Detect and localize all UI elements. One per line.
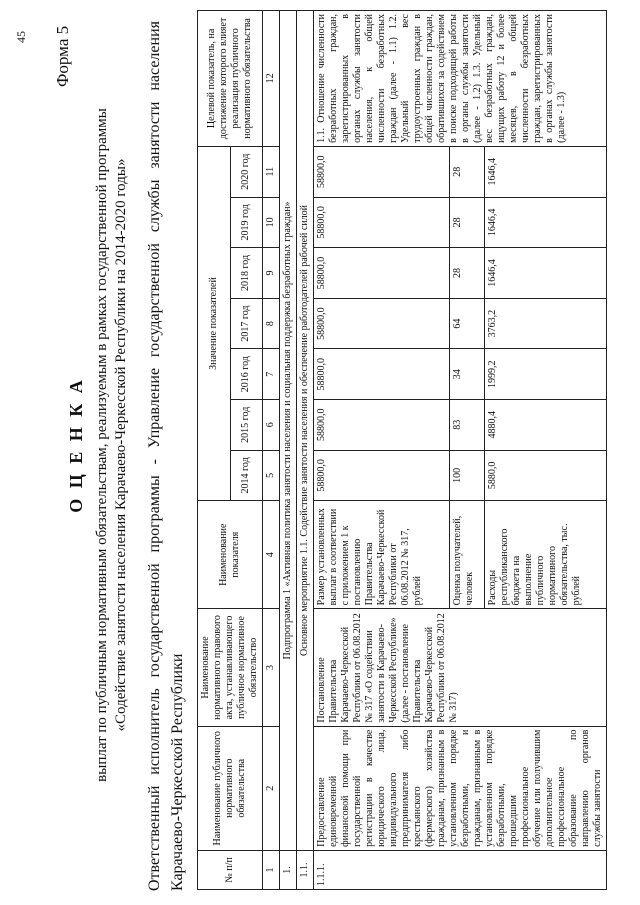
subprogram-num: 1.	[280, 850, 297, 889]
header-year-2020: 2020 год	[230, 146, 263, 197]
header-legal-act: Наименование нормативного правового акта, устанавливающего публичное нормативное обязательство	[198, 609, 263, 726]
indicator-name: Оценка получателей, человек	[450, 501, 485, 609]
activity-row	[297, 11, 314, 890]
value-cell: 28	[450, 248, 485, 299]
responsible-executor: Ответственный исполнитель государственной программы - Управление государственной службы занятости населения Карачаево-Черкесской Республики	[146, 21, 187, 891]
value-cell: 64	[450, 298, 485, 349]
subtitle-line-2: «Содействие занятости населения Карачаево-Черкесской Республики на 2014-2020 годы»	[112, 158, 129, 732]
col-number: 6	[263, 399, 280, 450]
value-cell: 58800,0	[314, 298, 450, 349]
obligation-name: Предоставление единовременной финансовой помощи при государственной регистрации в качестве юридического лица, индивидуального предпринимателя либо крестьянского (фермерского) хозяйства гражданам, признанным в установленном порядке безработными, и гражданам, признанным в установленном порядке безработными, прошедшим профессиональное обучение или получившим дополнительное профессиональное образование по направлению органов службы занятости	[314, 726, 607, 850]
col-number: 8	[263, 298, 280, 349]
value-cell: 4880,4	[485, 399, 607, 450]
value-cell: 83	[450, 399, 485, 450]
assessment-table	[197, 10, 607, 890]
col-number: 9	[263, 248, 280, 299]
document-title: О Ц Е Н К А	[66, 377, 86, 513]
value-cell: 28	[450, 146, 485, 197]
col-number: 12	[263, 11, 280, 147]
col-number: 3	[263, 609, 280, 726]
header-row-1	[198, 11, 231, 890]
value-cell: 1999,2	[485, 349, 607, 400]
value-cell: 1646,4	[485, 146, 607, 197]
col-number: 5	[263, 450, 280, 501]
value-cell: 58800,0	[314, 450, 450, 501]
indicator-name: Размер установленных выплат в соответствии с приложением 1 к постановлению Правительства Карачаево-Черкесской Республики от 06.08.2012 № 317, рублей	[314, 501, 450, 609]
col-number: 10	[263, 197, 280, 248]
value-cell: 58800,0	[314, 349, 450, 400]
col-number: 7	[263, 349, 280, 400]
header-year-2015: 2015 год	[230, 399, 263, 450]
value-cell: 1646,4	[485, 248, 607, 299]
activity-num: 1.1.	[297, 850, 314, 889]
header-indicator: Наименование показателя	[198, 501, 263, 609]
value-cell: 100	[450, 450, 485, 501]
value-cell: 58800,0	[314, 399, 450, 450]
header-target: Целевой показатель, на достижение которого влияет реализация публичного нормативного обязательства	[198, 11, 263, 147]
col-number: 4	[263, 501, 280, 609]
form-label: Форма 5	[53, 25, 72, 87]
value-cell: 3763,2	[485, 298, 607, 349]
value-cell: 58800,0	[314, 146, 450, 197]
value-cell: 5880,0	[485, 450, 607, 501]
header-year-2017: 2017 год	[230, 298, 263, 349]
header-year-2016: 2016 год	[230, 349, 263, 400]
column-number-row	[263, 11, 280, 890]
header-obligation-name: Наименование публичного нормативного обязательства	[198, 726, 263, 850]
header-num: № п/п	[198, 850, 263, 889]
header-year-2014: 2014 год	[230, 450, 263, 501]
value-cell: 58800,0	[314, 197, 450, 248]
target-indicator: 1.1. Отношение численности безработных граждан, зарегистрированных в органах службы занятости населения, к общей численности безработных граждан (далее - 1.1) 1.2. Удельный вес трудоустроенных граждан в общей численности граждан, обратившихся за содействием в поиске подходящей работы в органы службы занятости (далее - 1.2) 1.3. Удельный вес безработных граждан, ищущих работу 12 и более месяцев, в общей численности безработных граждан, зарегистрированных в органах службы занятости (далее - 1.3)	[314, 11, 607, 147]
header-year-2019: 2019 год	[230, 197, 263, 248]
col-number: 11	[263, 146, 280, 197]
subtitle-line-1: выплат по публичным нормативным обязательствам, реализуемым в рамках государственной программы	[94, 108, 110, 782]
header-year-2018: 2018 год	[230, 248, 263, 299]
page-number: 45	[14, 31, 28, 43]
legal-act: Постановление Правительства Карачаево-Черкесской Республики от 06.08.2012 № 317 «О содействии занятости в Карачаево-Черкесской Республике» (далее - постановление Правительства Карачаево-Черкесской Республики от 06.08.2012 № 317)	[314, 609, 607, 726]
value-cell: 34	[450, 349, 485, 400]
row-num: 1.1.1.	[314, 850, 607, 889]
header-values-group: Значение показателей	[198, 146, 231, 500]
document-subtitle	[93, 45, 131, 845]
activity-title: Основное мероприятие 1.1. Содействие занятости населения и обеспечение работодателей рабочей силой	[297, 11, 314, 851]
indicator-name: Расходы республиканского бюджета на выполнение публичного нормативного обязательства, тыс. рублей	[485, 501, 607, 609]
value-cell: 1646,4	[485, 197, 607, 248]
value-cell: 58800,0	[314, 248, 450, 299]
col-number: 2	[263, 726, 280, 850]
col-number: 1	[263, 850, 280, 889]
table-row	[314, 11, 450, 890]
subprogram-row	[280, 11, 297, 890]
value-cell: 28	[450, 197, 485, 248]
subprogram-title: Подпрограмма 1 «Активная политика занятости населения и социальная поддержка безработных граждан»	[280, 11, 297, 851]
